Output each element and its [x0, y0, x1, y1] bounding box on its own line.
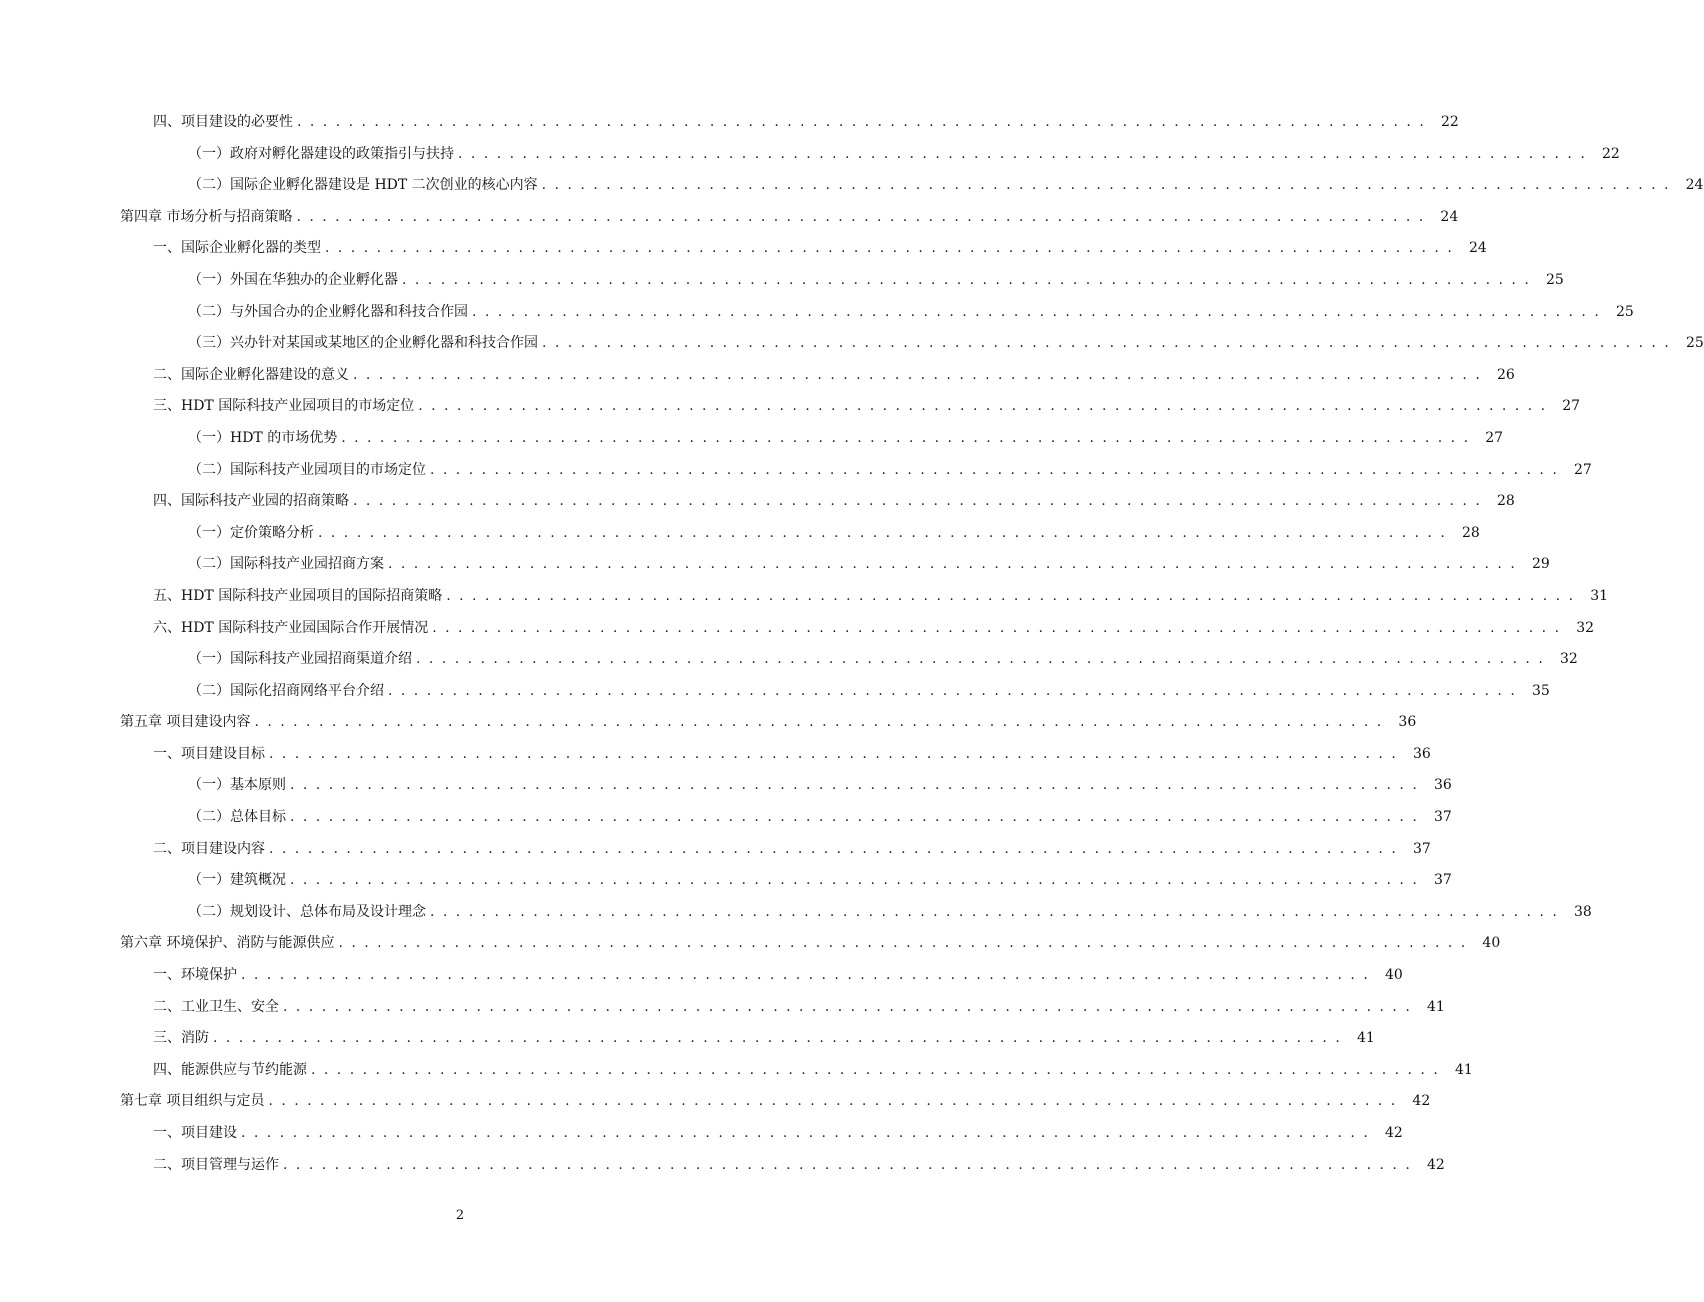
toc-entry-page-number: 28: [1461, 524, 1480, 541]
toc-entry[interactable]: [0, 802, 1452, 834]
toc-entry-title: （一）定价策略分析: [188, 524, 314, 541]
toc-entry-title: 第四章 市场分析与招商策略: [120, 208, 293, 225]
toc-entry-title: （二）国际科技产业园项目的市场定位: [188, 461, 426, 478]
toc-entry[interactable]: [0, 328, 1704, 360]
toc-entry-title: 二、工业卫生、安全: [153, 998, 279, 1015]
toc-entry-page-number: 41: [1356, 1030, 1375, 1047]
toc-dot-leader: . . . . . . . . . . . . . . . . . . . . . . . . . . . . . . . . . . . . . . . . . . . . . . . . . . . . . . . . . . . . . . . . . . . . . . . . . . . . . . . . . . . . . . . .: [213, 1030, 1342, 1047]
toc-entry[interactable]: [0, 581, 1609, 613]
toc-entry-title: （二）国际化招商网络平台介绍: [188, 682, 384, 699]
toc-entry-title: （二）国际科技产业园招商方案: [188, 556, 384, 573]
toc-entry[interactable]: [0, 518, 1480, 550]
toc-entry-title: （一）HDT 的市场优势: [188, 429, 338, 446]
toc-entry-page-number: 27: [1485, 429, 1504, 446]
toc-entry-page-number: 27: [1573, 461, 1592, 478]
toc-entry-page-number: 41: [1454, 1061, 1473, 1078]
toc-entry[interactable]: [0, 233, 1487, 265]
toc-entry-page-number: 37: [1433, 872, 1452, 889]
toc-dot-leader: . . . . . . . . . . . . . . . . . . . . . . . . . . . . . . . . . . . . . . . . . . . . . . . . . . . . . . . . . . . . . . . . . . . . . . . . . . . . . . . . . . . . . . . .: [353, 366, 1482, 383]
toc-dot-leader: . . . . . . . . . . . . . . . . . . . . . . . . . . . . . . . . . . . . . . . . . . . . . . . . . . . . . . . . . . . . . . . . . . . . . . . . . . . . . . . . . . . . . . . .: [458, 145, 1587, 162]
toc-entry[interactable]: [0, 644, 1578, 676]
toc-entry-page-number: 22: [1601, 145, 1620, 162]
toc-entry[interactable]: [0, 613, 1595, 645]
toc-entry[interactable]: [0, 486, 1515, 518]
page-number: 2: [455, 1208, 465, 1223]
toc-dot-leader: . . . . . . . . . . . . . . . . . . . . . . . . . . . . . . . . . . . . . . . . . . . . . . . . . . . . . . . . . . . . . . . . . . . . . . . . . . . . . . . . . . . . . . . .: [338, 935, 1468, 952]
toc-dot-leader: . . . . . . . . . . . . . . . . . . . . . . . . . . . . . . . . . . . . . . . . . . . . . . . . . . . . . . . . . . . . . . . . . . . . . . . . . . . . . . . . . . . . . . . .: [341, 429, 1471, 446]
toc-entry-title: 第六章 环境保护、消防与能源供应: [120, 935, 335, 952]
toc-entry-page-number: 24: [1468, 240, 1487, 257]
toc-entry-page-number: 41: [1426, 998, 1445, 1015]
toc-entry-title: 五、HDT 国际科技产业园项目的国际招商策略: [153, 587, 443, 604]
toc-entry[interactable]: [0, 676, 1550, 708]
toc-entry-page-number: 28: [1496, 493, 1515, 510]
toc-entry[interactable]: [0, 834, 1431, 866]
toc-entry-title: 二、项目建设内容: [153, 840, 265, 857]
toc-entry-title: （一）建筑概况: [188, 872, 286, 889]
toc-dot-leader: . . . . . . . . . . . . . . . . . . . . . . . . . . . . . . . . . . . . . . . . . . . . . . . . . . . . . . . . . . . . . . . . . . . . . . . . . . . . . . . . . . . . . . . .: [283, 1156, 1412, 1173]
toc-entry-title: 二、国际企业孵化器建设的意义: [153, 366, 349, 383]
toc-dot-leader: . . . . . . . . . . . . . . . . . . . . . . . . . . . . . . . . . . . . . . . . . . . . . . . . . . . . . . . . . . . . . . . . . . . . . . . . . . . . . . . . . . . . . . . .: [388, 556, 1517, 573]
toc-dot-leader: . . . . . . . . . . . . . . . . . . . . . . . . . . . . . . . . . . . . . . . . . . . . . . . . . . . . . . . . . . . . . . . . . . . . . . . . . . . . . . . . . . . . . . . .: [418, 398, 1548, 415]
toc-entry[interactable]: [0, 992, 1445, 1024]
toc-dot-leader: . . . . . . . . . . . . . . . . . . . . . . . . . . . . . . . . . . . . . . . . . . . . . . . . . . . . . . . . . . . . . . . . . . . . . . . . . . . . . . . . . . . . . . . .: [290, 809, 1419, 826]
table-of-contents: [0, 107, 1704, 1181]
toc-dot-leader: . . . . . . . . . . . . . . . . . . . . . . . . . . . . . . . . . . . . . . . . . . . . . . . . . . . . . . . . . . . . . . . . . . . . . . . . . . . . . . . . . . . . . . . .: [290, 777, 1419, 794]
toc-entry[interactable]: [0, 202, 1459, 234]
toc-entry-page-number: 35: [1531, 682, 1550, 699]
toc-entry-title: （一）政府对孵化器建设的政策指引与扶持: [188, 145, 454, 162]
toc-entry-page-number: 40: [1482, 935, 1501, 952]
toc-entry-page-number: 37: [1412, 840, 1431, 857]
toc-entry-page-number: 36: [1398, 714, 1417, 731]
toc-dot-leader: . . . . . . . . . . . . . . . . . . . . . . . . . . . . . . . . . . . . . . . . . . . . . . . . . . . . . . . . . . . . . . . . . . . . . . . . . . . . . . . . . . . . . . . .: [416, 651, 1545, 668]
toc-entry-title: 三、消防: [153, 1030, 209, 1047]
toc-entry[interactable]: [0, 928, 1501, 960]
toc-entry-title: 一、环境保护: [153, 967, 237, 984]
toc-entry-title: 三、HDT 国际科技产业园项目的市场定位: [153, 398, 415, 415]
toc-dot-leader: . . . . . . . . . . . . . . . . . . . . . . . . . . . . . . . . . . . . . . . . . . . . . . . . . . . . . . . . . . . . . . . . . . . . . . . . . . . . . . . . . . . . . . . .: [311, 1061, 1440, 1078]
toc-entry[interactable]: [0, 1055, 1473, 1087]
toc-entry[interactable]: [0, 170, 1704, 202]
toc-entry-title: 四、能源供应与节约能源: [153, 1061, 307, 1078]
toc-entry[interactable]: [0, 360, 1515, 392]
toc-dot-leader: . . . . . . . . . . . . . . . . . . . . . . . . . . . . . . . . . . . . . . . . . . . . . . . . . . . . . . . . . . . . . . . . . . . . . . . . . . . . . . . . . . . . . . . .: [353, 493, 1482, 510]
toc-entry-page-number: 27: [1562, 398, 1581, 415]
toc-entry[interactable]: [0, 739, 1431, 771]
toc-dot-leader: . . . . . . . . . . . . . . . . . . . . . . . . . . . . . . . . . . . . . . . . . . . . . . . . . . . . . . . . . . . . . . . . . . . . . . . . . . . . . . . . . . . . . . . .: [388, 682, 1517, 699]
toc-dot-leader: . . . . . . . . . . . . . . . . . . . . . . . . . . . . . . . . . . . . . . . . . . . . . . . . . . . . . . . . . . . . . . . . . . . . . . . . . . . . . . . . . . . . . . . .: [241, 967, 1370, 984]
toc-entry-title: （一）基本原则: [188, 777, 286, 794]
toc-entry[interactable]: [0, 297, 1634, 329]
toc-entry[interactable]: [0, 265, 1564, 297]
toc-entry-page-number: 26: [1496, 366, 1515, 383]
toc-entry-title: 第七章 项目组织与定员: [120, 1093, 265, 1110]
toc-dot-leader: . . . . . . . . . . . . . . . . . . . . . . . . . . . . . . . . . . . . . . . . . . . . . . . . . . . . . . . . . . . . . . . . . . . . . . . . . . . . . . . . . . . . . . . .: [432, 619, 1562, 636]
toc-entry-title: 二、项目管理与运作: [153, 1156, 279, 1173]
toc-entry[interactable]: [0, 1150, 1445, 1182]
toc-entry-title: （二）总体目标: [188, 809, 286, 826]
toc-entry-title: 四、国际科技产业园的招商策略: [153, 493, 349, 510]
toc-entry-title: 一、项目建设目标: [153, 745, 265, 762]
toc-entry-page-number: 42: [1384, 1125, 1403, 1141]
toc-dot-leader: . . . . . . . . . . . . . . . . . . . . . . . . . . . . . . . . . . . . . . . . . . . . . . . . . . . . . . . . . . . . . . . . . . . . . . . . . . . . . . . . . . . . . . . .: [241, 1125, 1370, 1141]
toc-dot-leader: . . . . . . . . . . . . . . . . . . . . . . . . . . . . . . . . . . . . . . . . . . . . . . . . . . . . . . . . . . . . . . . . . . . . . . . . . . . . . . . . . . . . . . . .: [402, 271, 1531, 288]
toc-dot-leader: . . . . . . . . . . . . . . . . . . . . . . . . . . . . . . . . . . . . . . . . . . . . . . . . . . . . . . . . . . . . . . . . . . . . . . . . . . . . . . . . . . . . . . . .: [269, 745, 1398, 762]
toc-entry-page-number: 25: [1685, 335, 1704, 352]
toc-dot-leader: . . . . . . . . . . . . . . . . . . . . . . . . . . . . . . . . . . . . . . . . . . . . . . . . . . . . . . . . . . . . . . . . . . . . . . . . . . . . . . . . . . . . . . . .: [297, 114, 1426, 130]
toc-entry-page-number: 24: [1440, 208, 1459, 225]
toc-entry-page-number: 38: [1573, 903, 1592, 920]
toc-entry-page-number: 24: [1685, 177, 1704, 194]
toc-entry-page-number: 29: [1531, 556, 1550, 573]
toc-entry[interactable]: [0, 1023, 1375, 1055]
toc-entry-title: （三）兴办针对某国或某地区的企业孵化器和科技合作园: [188, 335, 538, 352]
toc-dot-leader: . . . . . . . . . . . . . . . . . . . . . . . . . . . . . . . . . . . . . . . . . . . . . . . . . . . . . . . . . . . . . . . . . . . . . . . . . . . . . . . . . . . . . . . .: [446, 587, 1576, 604]
toc-entry-page-number: 31: [1590, 587, 1609, 604]
toc-entry-page-number: 25: [1615, 303, 1634, 320]
toc-entry-page-number: 25: [1545, 271, 1564, 288]
toc-entry-page-number: 32: [1576, 619, 1595, 636]
toc-entry-title: （一）国际科技产业园招商渠道介绍: [188, 651, 412, 668]
toc-dot-leader: . . . . . . . . . . . . . . . . . . . . . . . . . . . . . . . . . . . . . . . . . . . . . . . . . . . . . . . . . . . . . . . . . . . . . . . . . . . . . . . . . . . . . . . .: [430, 461, 1559, 478]
toc-entry[interactable]: [0, 107, 1459, 139]
toc-entry[interactable]: [0, 1086, 1431, 1118]
toc-entry-page-number: 22: [1440, 114, 1459, 130]
toc-dot-leader: . . . . . . . . . . . . . . . . . . . . . . . . . . . . . . . . . . . . . . . . . . . . . . . . . . . . . . . . . . . . . . . . . . . . . . . . . . . . . . . . . . . . . . . .: [318, 524, 1447, 541]
toc-dot-leader: . . . . . . . . . . . . . . . . . . . . . . . . . . . . . . . . . . . . . . . . . . . . . . . . . . . . . . . . . . . . . . . . . . . . . . . . . . . . . . . . . . . . . . . .: [542, 335, 1671, 352]
toc-dot-leader: . . . . . . . . . . . . . . . . . . . . . . . . . . . . . . . . . . . . . . . . . . . . . . . . . . . . . . . . . . . . . . . . . . . . . . . . . . . . . . . . . . . . . . . .: [430, 903, 1559, 920]
toc-entry-title: 四、项目建设的必要性: [153, 114, 293, 130]
toc-entry-title: 第五章 项目建设内容: [120, 714, 251, 731]
toc-entry[interactable]: [0, 707, 1417, 739]
toc-entry-title: 一、项目建设: [153, 1125, 237, 1141]
toc-entry-title: 一、国际企业孵化器的类型: [153, 240, 321, 257]
toc-entry-page-number: 36: [1433, 777, 1452, 794]
toc-dot-leader: . . . . . . . . . . . . . . . . . . . . . . . . . . . . . . . . . . . . . . . . . . . . . . . . . . . . . . . . . . . . . . . . . . . . . . . . . . . . . . . . . . . . . . . .: [296, 208, 1426, 225]
toc-entry-page-number: 32: [1559, 651, 1578, 668]
toc-entry-page-number: 36: [1412, 745, 1431, 762]
toc-entry-page-number: 42: [1426, 1156, 1445, 1173]
toc-dot-leader: . . . . . . . . . . . . . . . . . . . . . . . . . . . . . . . . . . . . . . . . . . . . . . . . . . . . . . . . . . . . . . . . . . . . . . . . . . . . . . . . . . . . . . . .: [325, 240, 1454, 257]
toc-entry[interactable]: [0, 391, 1581, 423]
toc-entry[interactable]: [0, 897, 1592, 929]
toc-entry[interactable]: [0, 455, 1592, 487]
toc-entry[interactable]: [0, 865, 1452, 897]
toc-entry-page-number: 42: [1412, 1093, 1431, 1110]
toc-entry-page-number: 40: [1384, 967, 1403, 984]
toc-entry[interactable]: [0, 960, 1403, 992]
toc-dot-leader: . . . . . . . . . . . . . . . . . . . . . . . . . . . . . . . . . . . . . . . . . . . . . . . . . . . . . . . . . . . . . . . . . . . . . . . . . . . . . . . . . . . . . . . .: [269, 840, 1398, 857]
toc-dot-leader: . . . . . . . . . . . . . . . . . . . . . . . . . . . . . . . . . . . . . . . . . . . . . . . . . . . . . . . . . . . . . . . . . . . . . . . . . . . . . . . . . . . . . . . .: [290, 872, 1419, 889]
toc-entry[interactable]: [0, 1118, 1403, 1150]
toc-dot-leader: . . . . . . . . . . . . . . . . . . . . . . . . . . . . . . . . . . . . . . . . . . . . . . . . . . . . . . . . . . . . . . . . . . . . . . . . . . . . . . . . . . . . . . . .: [268, 1093, 1398, 1110]
toc-entry-title: 六、HDT 国际科技产业园国际合作开展情况: [153, 619, 429, 636]
toc-entry-title: （一）外国在华独办的企业孵化器: [188, 271, 398, 288]
toc-entry[interactable]: [0, 549, 1550, 581]
toc-entry[interactable]: [0, 139, 1620, 171]
toc-entry[interactable]: [0, 423, 1504, 455]
toc-entry-page-number: 37: [1433, 809, 1452, 826]
toc-entry-title: （二）与外国合办的企业孵化器和科技合作园: [188, 303, 468, 320]
toc-dot-leader: . . . . . . . . . . . . . . . . . . . . . . . . . . . . . . . . . . . . . . . . . . . . . . . . . . . . . . . . . . . . . . . . . . . . . . . . . . . . . . . . . . . . . . . .: [283, 998, 1412, 1015]
toc-dot-leader: . . . . . . . . . . . . . . . . . . . . . . . . . . . . . . . . . . . . . . . . . . . . . . . . . . . . . . . . . . . . . . . . . . . . . . . . . . . . . . . . . . . . . . . .: [541, 177, 1671, 194]
toc-entry-title: （二）规划设计、总体布局及设计理念: [188, 903, 426, 920]
toc-dot-leader: . . . . . . . . . . . . . . . . . . . . . . . . . . . . . . . . . . . . . . . . . . . . . . . . . . . . . . . . . . . . . . . . . . . . . . . . . . . . . . . . . . . . . . . .: [472, 303, 1601, 320]
toc-entry-title: （二）国际企业孵化器建设是 HDT 二次创业的核心内容: [188, 177, 538, 194]
toc-dot-leader: . . . . . . . . . . . . . . . . . . . . . . . . . . . . . . . . . . . . . . . . . . . . . . . . . . . . . . . . . . . . . . . . . . . . . . . . . . . . . . . . . . . . . . . .: [254, 714, 1384, 731]
toc-entry[interactable]: [0, 770, 1452, 802]
